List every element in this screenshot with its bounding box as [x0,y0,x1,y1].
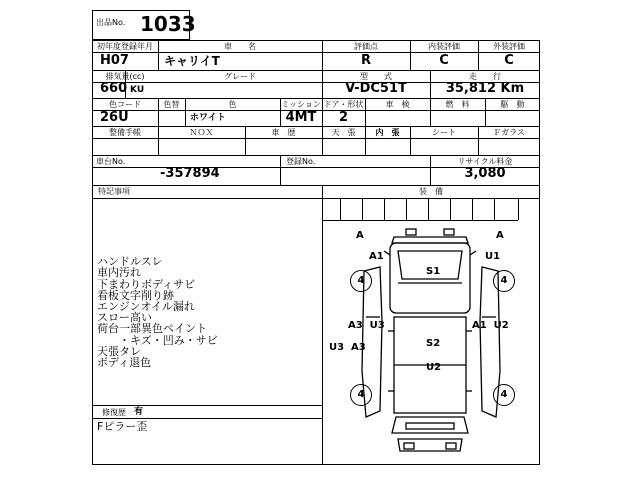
transmission-value: 4MT [285,110,317,125]
grid-line [406,198,407,220]
color-system-header: 色替 [163,100,180,109]
interior-cond-header: 内 張 [375,128,400,137]
grid-line [92,98,540,99]
score-value: R [360,53,371,68]
grid-line [428,198,429,220]
equipment-header: 整備手帳 [109,128,141,137]
color-code-value: 26U [100,110,129,125]
tire-front-right: 4 [493,270,515,292]
remark-item: ・キズ・凹み・サビ [97,334,218,347]
fglass-header: Ｆガラス [493,128,525,137]
grid-line [494,198,495,220]
remark-item: スロー高い [97,311,152,324]
lot-number: 1033 [140,12,196,36]
exterior-header: 外装評価 [493,42,525,51]
inspection-header: 車 検 [385,100,410,109]
grid-line [384,198,385,220]
transmission-header: ミッション [281,100,321,109]
fuel-header: 燃 料 [445,100,470,109]
seat-header: シート [432,128,456,137]
equip-header: 装 備 [419,187,443,196]
recycle-value: 3,080 [464,166,506,181]
first-reg-header: 初年度登録年月 [97,42,153,51]
first-reg-value: H07 [100,53,129,68]
nox-header: ＮＯＸ [189,128,214,137]
remark-item: 看板文字削り跡 [97,289,174,302]
car-name-header: 車 名 [224,42,256,51]
chassis-value: -357894 [160,166,220,181]
tire-rear-right: 4 [493,384,515,406]
grid-line [92,405,322,406]
damage-code: A1 U2 [472,320,509,331]
grid-line [92,185,540,186]
damage-code: U1 [485,251,501,262]
damage-code: S2 [426,338,441,349]
color-header: 色 [228,100,237,109]
recycle-header: リサイクル料金 [457,157,513,166]
mileage-value: 35,812 Km [445,81,525,96]
interior-value: C [439,53,449,68]
grid-line [472,198,473,220]
remark-item: ハンドルスレ [97,255,163,268]
damage-code: A [356,230,364,241]
car-name-value: キャリイT [164,54,220,68]
displacement-value: 660 [100,81,128,96]
grid-line [518,198,519,220]
chassis-header: 車台No. [96,157,126,166]
damage-code: U3 A3 [329,342,366,353]
damage-code: U2 [426,362,442,373]
sunroof-header: 天 張 [331,128,356,137]
score-header: 評価点 [354,42,378,51]
history-header: 車 歴 [271,128,296,137]
color-value: ホワイト [190,113,226,123]
doors-shape-header: ドア・形状 [323,100,364,109]
color-code-header: 色コード [109,100,141,109]
grade-value: KU [130,85,145,95]
grid-line [92,138,540,139]
grid-line [450,198,451,220]
model-type-header: 型 式 [360,72,392,81]
repair-note: Fピラー歪 [97,420,148,433]
mileage-header: 走 行 [469,72,501,81]
remark-item: 荷台一部異色ペイント [97,322,207,335]
repair-header: 修復歴 [102,408,126,417]
remark-item: 天張タレ [97,345,141,358]
interior-header: 内装評価 [428,42,460,51]
reg-no-header: 登録No. [286,157,316,166]
damage-code: A3 U3 [348,320,385,331]
remark-item: 下まわりボディサビ [97,278,196,291]
displacement-header: 排気量(cc) [105,72,145,81]
lot-label: 出品No. [96,18,126,27]
grid-line [92,70,540,71]
tire-front-left: 4 [350,270,372,292]
exterior-value: C [504,53,514,68]
model-type-value: V-DC51T [345,81,407,96]
grid-line [362,198,363,220]
remark-item: エンジンオイル漏れ [97,300,195,313]
remark-item: 車内汚れ [97,266,141,279]
grid-line [340,198,341,220]
notes-header: 特記事項 [98,187,130,196]
damage-code: A1 [369,251,384,262]
repair-flag: 有 [134,407,144,417]
grid-line [92,155,540,156]
doors-value: 2 [338,110,349,125]
grade-header: グレード [224,72,256,81]
tire-rear-left: 4 [350,384,372,406]
grid-line [92,126,540,127]
damage-code: A [496,230,504,241]
grid-line [92,418,322,419]
grid-line [280,155,281,185]
drive-header: 駆 動 [500,100,525,109]
damage-code: S1 [426,266,441,277]
remark-item: ボディ退色 [97,356,152,369]
